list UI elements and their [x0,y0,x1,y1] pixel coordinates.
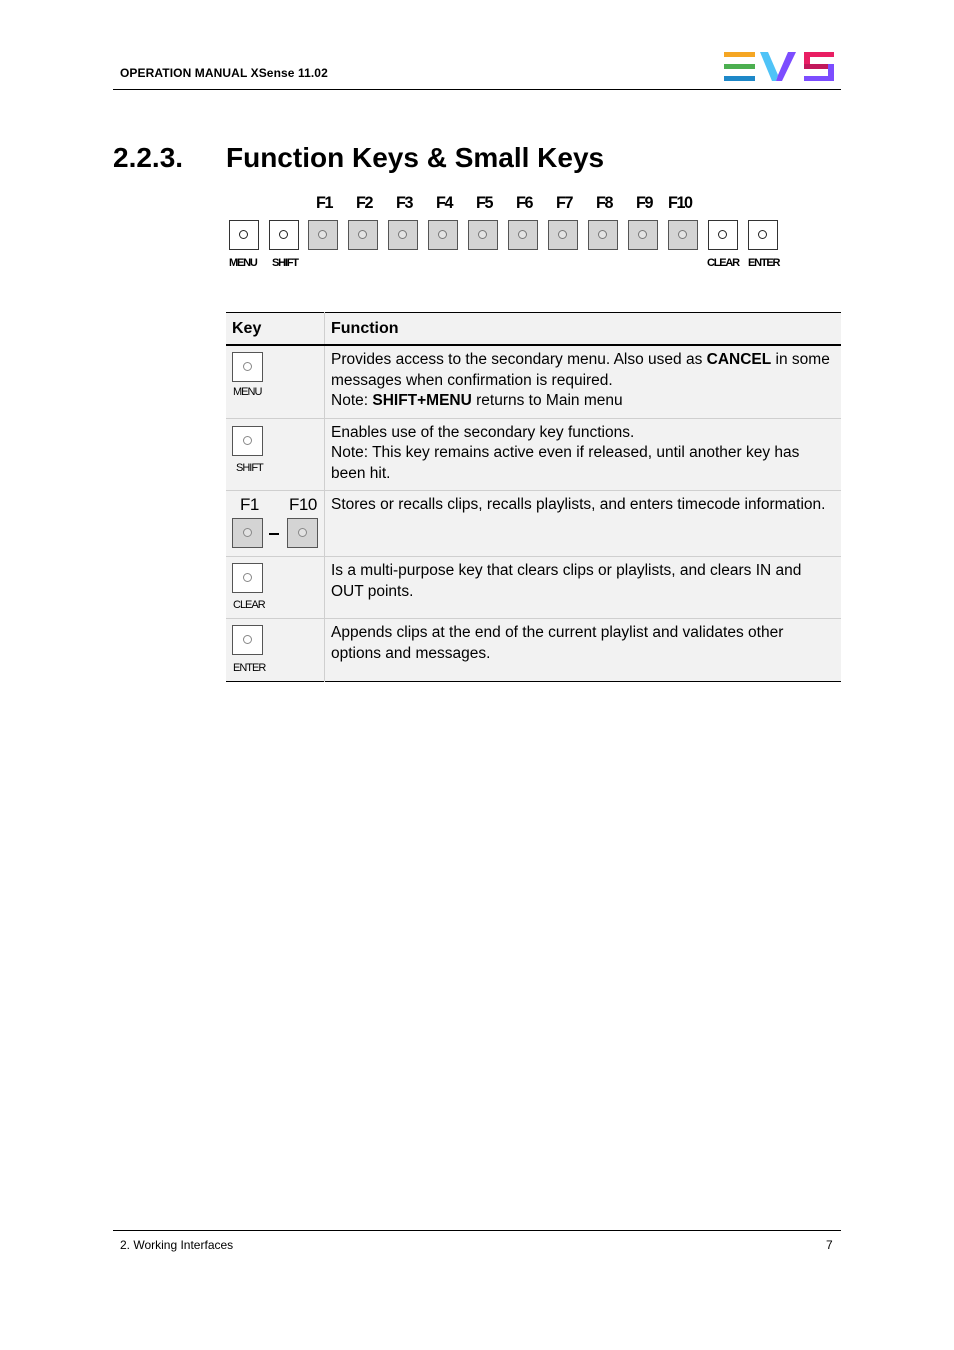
table-row [226,557,841,619]
led-icon [243,436,252,445]
table-row [226,418,841,491]
evs-logo [724,52,836,82]
function-cell [325,418,842,491]
f10-key [287,518,318,548]
document-header-title: OPERATION MANUAL XSense 11.02 [120,66,328,80]
f2-key [348,220,378,250]
shift-key [269,220,299,250]
menu-key [232,352,263,382]
fkey-label: F4 [436,193,453,212]
led-icon [318,230,327,239]
led-icon [678,230,687,239]
led-icon [358,230,367,239]
led-icon [638,230,647,239]
fkey-label: F3 [396,193,413,212]
clear-key [232,563,263,593]
function-note: Note: SHIFT+MENU returns to Main menu [331,392,623,409]
f5-key [468,220,498,250]
f8-key [588,220,618,250]
enter-key-label: ENTER [748,257,780,269]
function-text: Stores or recalls clips, recalls playlists, and enters timecode information. [331,496,826,513]
led-icon [279,230,288,239]
led-icon [598,230,607,239]
shift-key-label: SHIFT [272,257,298,269]
key-label: MENU [233,386,262,398]
led-icon [243,528,252,537]
clear-key [708,220,738,250]
function-text: Provides access to the secondary menu. Also used as CANCEL in some messages when confirmation is required. [331,351,830,389]
function-cell [325,619,842,682]
led-icon [758,230,767,239]
key-cell [226,345,325,418]
led-icon [239,230,248,239]
f9-key [628,220,658,250]
fkey-label: F2 [356,193,373,212]
table-row [226,345,841,418]
function-cell [325,557,842,619]
fkey-label: F6 [516,193,533,212]
page-number: 7 [826,1238,833,1252]
function-note: Note: This key remains active even if released, until another key has been hit. [331,444,800,482]
table-row [226,619,841,682]
menu-key-label: MENU [229,257,257,269]
table-header-row [226,313,841,346]
led-icon [243,362,252,371]
led-icon [398,230,407,239]
clear-key-label: CLEAR [707,257,739,269]
led-icon [243,635,252,644]
fkey-label: F5 [476,193,493,212]
menu-key [229,220,259,250]
f6-key [508,220,538,250]
function-text: Appends clips at the end of the current playlist and validates other options and messages. [331,624,784,662]
footer-rule [113,1230,841,1231]
led-icon [438,230,447,239]
section-number: 2.2.3. [113,142,184,173]
function-text: Is a multi-purpose key that clears clips or playlists, and clears IN and OUT points. [331,562,802,600]
fkey-label: F9 [636,193,653,212]
f10-label: F10 [289,495,317,514]
footer-chapter: 2. Working Interfaces [120,1238,234,1252]
shift-key [232,426,263,456]
fkey-label: F1 [316,193,333,212]
led-icon [243,573,252,582]
key-function-table [226,312,841,682]
key-cell [226,491,325,557]
f1-label: F1 [240,495,259,514]
function-text: Enables use of the secondary key functions. [331,423,635,441]
key-cell [226,557,325,619]
key-label: ENTER [233,662,266,674]
function-column-header: Function [331,320,399,337]
led-icon [558,230,567,239]
enter-key [748,220,778,250]
section-title: Function Keys & Small Keys [226,142,605,173]
table-row [226,491,841,557]
f7-key [548,220,578,250]
led-icon [298,528,307,537]
key-label: CLEAR [233,599,265,611]
fkey-label: F8 [596,193,613,212]
key-label: SHIFT [236,461,263,474]
fkey-label: F10 [668,193,692,212]
led-icon [718,230,727,239]
f10-key [668,220,698,250]
function-cell [325,345,842,418]
led-icon [518,230,527,239]
fkey-label: F7 [556,193,573,212]
key-cell [226,418,325,491]
range-dash [269,533,279,535]
f3-key [388,220,418,250]
f4-key [428,220,458,250]
key-cell [226,619,325,682]
header-rule [113,89,841,90]
function-cell [325,491,842,557]
led-icon [478,230,487,239]
key-column-header: Key [226,313,325,346]
function-keys-diagram [226,192,786,272]
f1-key [232,518,263,548]
f1-key [308,220,338,250]
enter-key [232,625,263,655]
